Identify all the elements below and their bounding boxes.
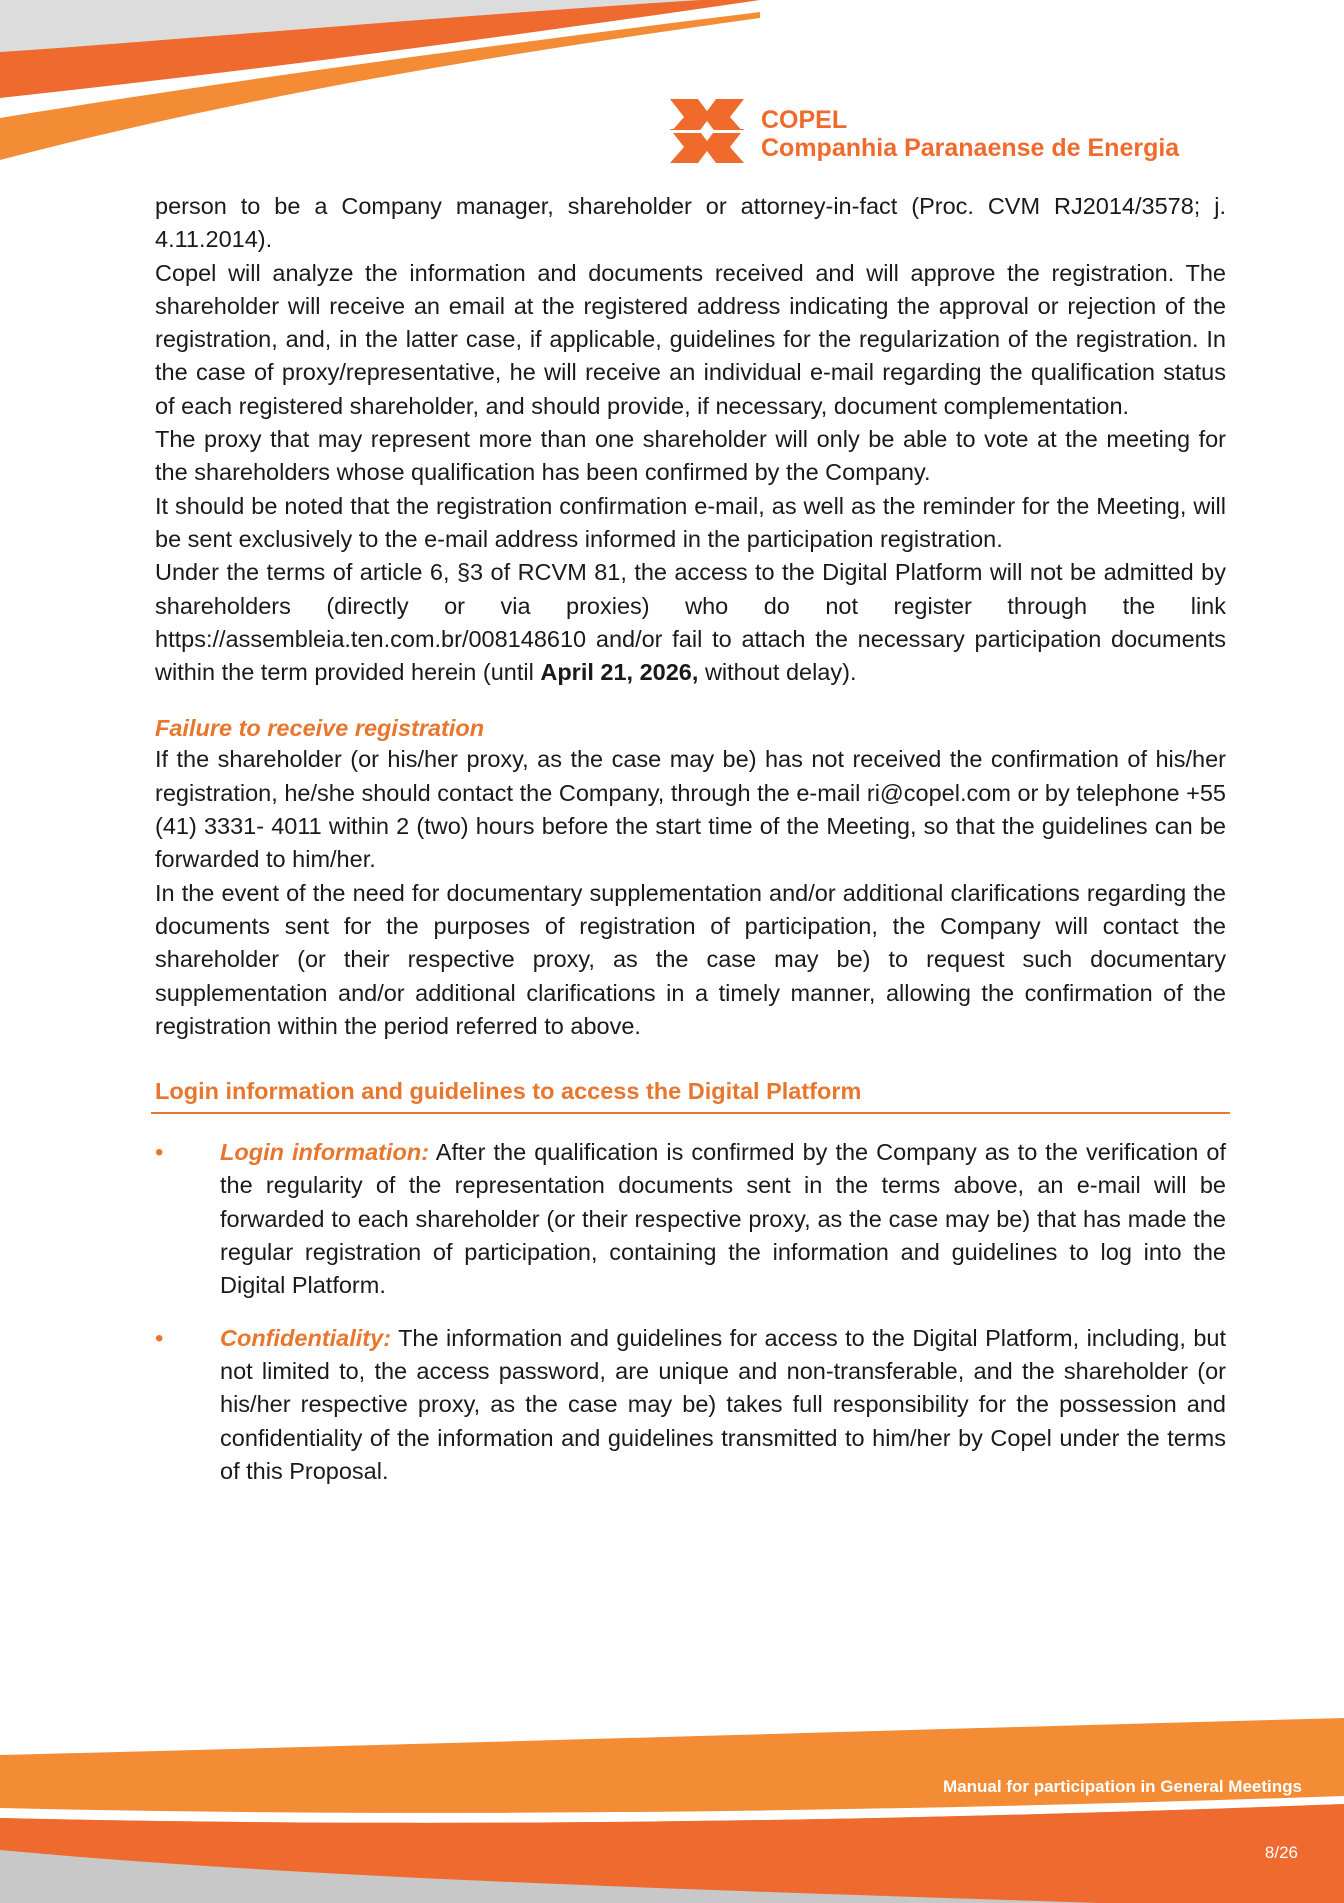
- subheading-failure-registration: Failure to receive registration: [155, 715, 485, 742]
- page-number: 8/26: [1264, 1843, 1298, 1862]
- paragraph-registration-approval: Copel will analyze the information and documents received and will approve the registration. The shareholder will receive an email at the registered address indicating the approval or rejection of the registration, and, in the latter case, if applicable, guidelines for the regularization of the registration. In the case of proxy/representative, he will receive an individual e-mail regarding the qualification status of each registered shareholder, and should provide, if necessary, document complementation.: [155, 259, 1226, 419]
- paragraph-confirmation-email: It should be noted that the registration confirmation e-mail, as well as the reminder for the Meeting, will be sent exclusively to the e-mail address informed in the participation registration.: [155, 492, 1226, 552]
- bullet-icon: •: [155, 1139, 164, 1167]
- section-heading-login: Login information and guidelines to access the Digital Platform: [151, 1076, 1230, 1114]
- document-body: [155, 190, 1226, 1507]
- logo-company-full-name: Companhia Paranaense de Energia: [761, 134, 1180, 162]
- access-terms-text: Under the terms of article 6, §3 of RCVM 81, the access to the Digital Platform will not be admitted by shareholders (directly or via proxies) who do not register through the link https://assembleia.ten.com.br/008148610 and/or fail to attach the necessary participation documents within the term provided herein (until: [155, 559, 1226, 686]
- company-logo: [668, 95, 1223, 167]
- bullet-text-login: After the qualification is confirmed by the Company as to the verification of the regularity of the representation documents sent in the terms above, an e-mail will be forwarded to each shareholder (or their respective proxy, as the case may be) that has made the regular registration of participation, containing the information and guidelines to log into the Digital Platform.: [220, 1139, 1226, 1299]
- footer-document-title: Manual for participation in General Meetings: [943, 1777, 1302, 1796]
- access-terms-text-end: without delay).: [698, 659, 857, 686]
- footer-swoosh-graphic: [0, 1700, 1344, 1903]
- list-item-login-information: [155, 1136, 1226, 1302]
- paragraph-proxy-voting: The proxy that may represent more than one shareholder will only be able to vote at the meeting for the shareholders whose qualification has been confirmed by the Company.: [155, 426, 1226, 486]
- list-item-confidentiality: [155, 1322, 1226, 1488]
- bullet-lead-login: Login information:: [220, 1139, 430, 1166]
- copel-logo-mark-icon: [668, 95, 746, 167]
- paragraph-attorney-in-fact: person to be a Company manager, shareholder or attorney-in-fact (Proc. CVM RJ2014/3578; j. 4.11.2014).: [155, 193, 1226, 253]
- paragraph-documentary-supplementation: In the event of the need for documentary supplementation and/or additional clarifications regarding the documents sent for the purposes of registration of participation, the Company will contact the shareholder (or their respective proxy, as the case may be) to request such documentary supplementation and/or additional clarifications in a timely manner, allowing the confirmation of the registration within the period referred to above.: [155, 879, 1226, 1039]
- logo-company-short-name: COPEL: [761, 106, 848, 134]
- bullet-icon: •: [155, 1324, 164, 1352]
- paragraph-access-terms: [155, 556, 1226, 689]
- paragraph-contact-company: If the shareholder (or his/her proxy, as the case may be) has not received the confirmation of his/her registration, he/she should contact the Company, through the e-mail ri@copel.com or by telephone +55 (41) 3331- 4011 within 2 (two) hours before the start time of the Meeting, so that the guidelines can be forwarded to him/her.: [155, 746, 1226, 873]
- bullet-text-confidentiality: The information and guidelines for access to the Digital Platform, including, but not limited to, the access password, are unique and non-transferable, and the shareholder (or his/her respective proxy, as the case may be) takes full responsibility for the possession and confidentiality of the information and guidelines transmitted to him/her by Copel under the terms of this Proposal.: [220, 1324, 1226, 1484]
- login-guidelines-list: [155, 1136, 1226, 1488]
- deadline-date: April 21, 2026,: [540, 659, 699, 686]
- bullet-lead-confidentiality: Confidentiality:: [220, 1324, 392, 1351]
